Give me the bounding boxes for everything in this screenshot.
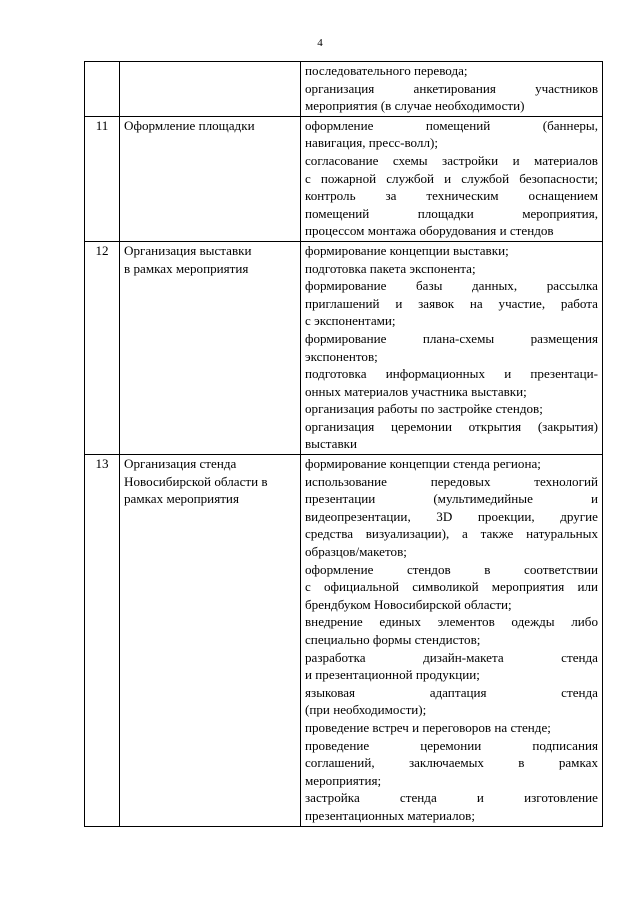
item-name-line: Организация выставки: [124, 242, 252, 258]
description-line: согласование схемы застройки и материалов: [305, 152, 598, 168]
description-line: проведение церемонии подписания: [305, 737, 598, 753]
item-name-line: Организация стенда: [124, 456, 237, 472]
description-line: с экспонентами;: [305, 313, 396, 329]
item-name-line: в рамках мероприятия: [124, 260, 249, 276]
description-line: приглашений и заявок на участие, работа: [305, 295, 598, 311]
description-line: организация церемонии открытия (закрытия): [305, 418, 598, 434]
description-line: подготовка информационных и презентаци-: [305, 366, 598, 382]
description-line: мероприятия;: [305, 772, 382, 788]
row-number-cell: 12: [85, 241, 120, 454]
description-line: организация работы по застройке стендов;: [305, 401, 543, 417]
description-line: помещений площадки мероприятия,: [305, 205, 598, 221]
page-number: 4: [317, 37, 323, 49]
description-line: оформление стендов в соответствии: [305, 561, 598, 577]
description-line: формирование концепции выставки;: [305, 242, 509, 258]
item-name-line: Новосибирской области в: [124, 473, 268, 489]
description-line: навигация, пресс-волл);: [305, 135, 438, 151]
table-body: [85, 62, 603, 827]
description-line: организация анкетирования участников: [305, 80, 598, 96]
description-line: языковая адаптация стенда: [305, 684, 598, 700]
row-number-cell: [85, 62, 120, 117]
description-line: специально формы стендистов;: [305, 632, 481, 647]
description-line: соглашений, заключаемых в рамках: [305, 755, 598, 771]
description-line: средства визуализации), а также натуральных: [305, 526, 598, 542]
item-description-cell: [301, 62, 603, 117]
description-line: формирование базы данных, рассылка: [305, 278, 598, 294]
item-description-cell: [301, 241, 603, 454]
description-line: внедрение единых элементов одежды либо: [305, 614, 598, 630]
item-name-cell: [120, 62, 301, 117]
description-line: онных материалов участника выставки;: [305, 383, 527, 399]
description-line: формирование концепции стенда региона;: [305, 456, 541, 472]
item-name-line: рамках мероприятия: [124, 491, 239, 507]
description-line: контроль за техническим оснащением: [305, 188, 598, 204]
item-name-line: Оформление площадки: [124, 117, 255, 133]
description-line: брендбуком Новосибирской области;: [305, 596, 512, 612]
description-line: мероприятия (в случае необходимости): [305, 98, 525, 114]
description-line: застройка стенда и изготовление: [305, 790, 598, 806]
description-line: с официальной символикой мероприятия или: [305, 579, 598, 595]
description-line: (при необходимости);: [305, 702, 427, 718]
item-name-cell: [120, 116, 301, 241]
description-line: оформление помещений (баннеры,: [305, 117, 598, 133]
description-line: и презентационной продукции;: [305, 667, 480, 683]
table-row: [85, 62, 603, 117]
description-line: процессом монтажа оборудования и стендов: [305, 223, 554, 239]
item-description-cell: [301, 455, 603, 826]
description-line: презентации (мультимедийные и: [305, 491, 598, 507]
table-row: [85, 241, 603, 454]
description-line: использование передовых технологий: [305, 473, 598, 489]
row-number-cell: 13: [85, 455, 120, 826]
description-line: проведение встреч и переговоров на стенде;: [305, 719, 551, 735]
document-table: [84, 61, 603, 827]
description-line: видеопрезентации, 3D проекции, другие: [305, 508, 598, 524]
description-line: образцов/макетов;: [305, 544, 407, 560]
description-line: разработка дизайн-макета стенда: [305, 649, 598, 665]
item-description-cell: [301, 116, 603, 241]
description-line: выставки: [305, 436, 358, 452]
row-number-cell: 11: [85, 116, 120, 241]
description-line: с пожарной службой и службой безопасности;: [305, 170, 598, 186]
table-row: [85, 455, 603, 826]
item-name-cell: [120, 455, 301, 826]
description-line: экспонентов;: [305, 348, 378, 364]
description-line: формирование плана-схемы размещения: [305, 330, 598, 346]
table-row: [85, 116, 603, 241]
description-line: презентационных материалов;: [305, 807, 475, 823]
description-line: последовательного перевода;: [305, 63, 468, 78]
item-name-cell: [120, 241, 301, 454]
description-line: подготовка пакета экспонента;: [305, 260, 476, 276]
